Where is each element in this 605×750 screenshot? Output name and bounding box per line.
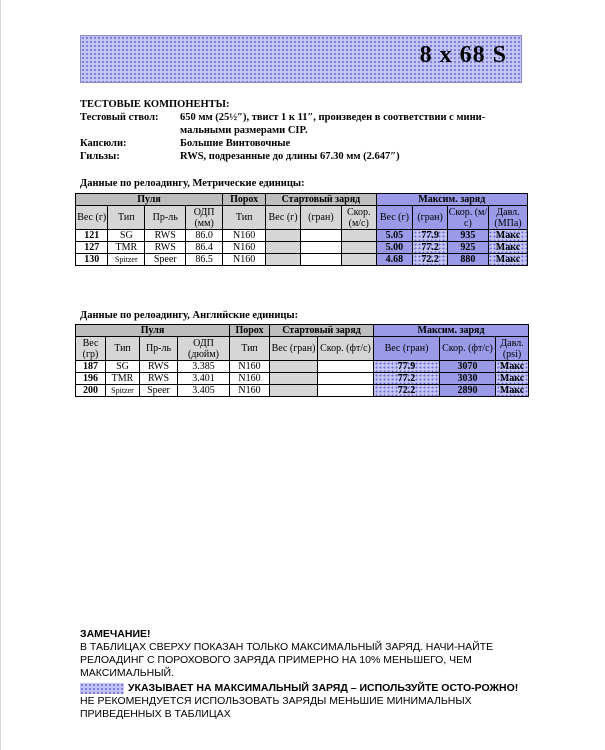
col-header: Давл. (psi) bbox=[496, 337, 529, 361]
max-load-swatch bbox=[80, 683, 124, 694]
cell-maker: RWS bbox=[145, 230, 186, 242]
col-header: Вес (гран) bbox=[374, 337, 440, 361]
group-header-start: Стартовый заряд bbox=[270, 325, 374, 337]
note-legend: УКАЗЫВАЕТ НА МАКСИМАЛЬНЫЙ ЗАРЯД – ИСПОЛЬЗУЙТЕ ОСТО-РОЖНО! bbox=[128, 682, 519, 694]
component-row-primers bbox=[80, 137, 530, 150]
cell-maker: RWS bbox=[140, 373, 178, 385]
col-header: Давл. (МПа) bbox=[488, 206, 527, 230]
cell-max-g: 5.05 bbox=[376, 230, 413, 242]
cell-start-gr bbox=[300, 230, 341, 242]
table-row bbox=[76, 254, 528, 266]
cell-weight: 130 bbox=[76, 254, 108, 266]
group-header-powder: Порох bbox=[223, 194, 266, 206]
group-header-start: Стартовый заряд bbox=[266, 194, 376, 206]
components-heading: ТЕСТОВЫЕ КОМПОНЕНТЫ: bbox=[80, 99, 230, 110]
cell-maker: Speer bbox=[140, 385, 178, 397]
table-row bbox=[76, 230, 528, 242]
test-components bbox=[80, 98, 530, 163]
cell-max-v: 2890 bbox=[440, 385, 496, 397]
cell-start-v bbox=[341, 242, 376, 254]
cell-type: SG bbox=[108, 230, 145, 242]
cell-start-gr bbox=[300, 254, 341, 266]
component-row-barrel bbox=[80, 111, 530, 137]
cell-max-g: 4.68 bbox=[376, 254, 413, 266]
group-header-bullet: Пуля bbox=[76, 194, 223, 206]
cell-type: Spitzer bbox=[106, 385, 140, 397]
cell-oal: 86.5 bbox=[186, 254, 223, 266]
cell-start-gr bbox=[300, 242, 341, 254]
cell-max-g: 5.00 bbox=[376, 242, 413, 254]
cell-start-v bbox=[341, 230, 376, 242]
cell-type: TMR bbox=[106, 373, 140, 385]
col-header: Вес (гран) bbox=[270, 337, 318, 361]
cell-max-v: 925 bbox=[447, 242, 488, 254]
group-header-max: Максим. заряд bbox=[376, 194, 527, 206]
cell-weight: 121 bbox=[76, 230, 108, 242]
col-header: Скор. (фт/с) bbox=[318, 337, 374, 361]
cartridge-title: 8 x 68 S bbox=[419, 42, 507, 68]
col-header: Вес (гр) bbox=[76, 337, 106, 361]
cell-type: Spitzer bbox=[108, 254, 145, 266]
col-header: ОДП (дюйм) bbox=[178, 337, 230, 361]
col-header: (гран) bbox=[413, 206, 448, 230]
table-row bbox=[76, 385, 529, 397]
cell-max-gr: 72.2 bbox=[413, 254, 448, 266]
col-header: (гран) bbox=[300, 206, 341, 230]
cell-max-gr: 77.9 bbox=[374, 361, 440, 373]
cell-type: TMR bbox=[108, 242, 145, 254]
table-row bbox=[76, 242, 528, 254]
cell-weight: 200 bbox=[76, 385, 106, 397]
cell-max-gr: 77.2 bbox=[413, 242, 448, 254]
col-header: Пр-ль bbox=[145, 206, 186, 230]
cell-powder: N160 bbox=[223, 242, 266, 254]
col-header: Вес (г) bbox=[376, 206, 413, 230]
cell-type: SG bbox=[106, 361, 140, 373]
component-value: 650 мм (25½″), твист 1 к 11″, произведен в соответствии с мини-мальными размерами CIP. bbox=[180, 112, 486, 136]
col-header: Тип bbox=[230, 337, 270, 361]
component-row-cases bbox=[80, 150, 530, 163]
cell-max-gr: 77.9 bbox=[413, 230, 448, 242]
warning-note bbox=[80, 628, 525, 721]
cell-weight: 187 bbox=[76, 361, 106, 373]
cell-maker: RWS bbox=[145, 242, 186, 254]
cell-max-v: 3030 bbox=[440, 373, 496, 385]
cell-maker: Speer bbox=[145, 254, 186, 266]
cell-start-g bbox=[266, 254, 301, 266]
cell-max-v: 935 bbox=[447, 230, 488, 242]
cell-powder: N160 bbox=[230, 385, 270, 397]
cell-max-v: 880 bbox=[447, 254, 488, 266]
cell-start-v bbox=[318, 385, 374, 397]
cell-powder: N160 bbox=[230, 373, 270, 385]
col-header: Тип bbox=[223, 206, 266, 230]
col-header: Скор. (фт/с) bbox=[440, 337, 496, 361]
metric-caption: Данные по релоадингу, Метрические единицы: bbox=[80, 178, 305, 189]
metric-table bbox=[75, 193, 528, 266]
cell-weight: 127 bbox=[76, 242, 108, 254]
col-header: Тип bbox=[106, 337, 140, 361]
cell-pressure: Макс bbox=[488, 230, 527, 242]
group-header-powder: Порох bbox=[230, 325, 270, 337]
group-header-bullet: Пуля bbox=[76, 325, 230, 337]
cell-oal: 3.385 bbox=[178, 361, 230, 373]
cell-max-v: 3070 bbox=[440, 361, 496, 373]
component-label: Тестовый ствол: bbox=[80, 112, 159, 123]
col-header: Пр-ль bbox=[140, 337, 178, 361]
cell-start-gr bbox=[270, 361, 318, 373]
cell-oal: 86.0 bbox=[186, 230, 223, 242]
imperial-caption: Данные по релоадингу, Английские единицы: bbox=[80, 310, 299, 321]
col-header: ОДП (мм) bbox=[186, 206, 223, 230]
cell-powder: N160 bbox=[223, 230, 266, 242]
component-label: Гильзы: bbox=[80, 151, 120, 162]
table-row bbox=[76, 361, 529, 373]
cell-start-g bbox=[266, 242, 301, 254]
component-label: Капсюли: bbox=[80, 138, 127, 149]
table-row bbox=[76, 373, 529, 385]
header-banner bbox=[80, 35, 522, 83]
component-value: Большие Винтовочные bbox=[180, 138, 291, 149]
cell-powder: N160 bbox=[223, 254, 266, 266]
col-header: Скор. (м/с) bbox=[341, 206, 376, 230]
cell-pressure: Макс bbox=[488, 242, 527, 254]
col-header: Вес (г) bbox=[76, 206, 108, 230]
group-header-max: Максим. заряд bbox=[374, 325, 529, 337]
col-header: Вес (г) bbox=[266, 206, 301, 230]
cell-powder: N160 bbox=[230, 361, 270, 373]
component-value: RWS, подрезанные до длины 67.30 мм (2.647″) bbox=[180, 151, 400, 162]
cell-start-v bbox=[318, 361, 374, 373]
note-title: ЗАМЕЧАНИЕ! bbox=[80, 628, 151, 640]
cell-max-gr: 72.2 bbox=[374, 385, 440, 397]
col-header: Тип bbox=[108, 206, 145, 230]
cell-start-v bbox=[341, 254, 376, 266]
cell-start-gr bbox=[270, 385, 318, 397]
cell-max-gr: 77.2 bbox=[374, 373, 440, 385]
cell-start-gr bbox=[270, 373, 318, 385]
cell-pressure: Макс bbox=[496, 385, 529, 397]
cell-start-v bbox=[318, 373, 374, 385]
imperial-table bbox=[75, 324, 529, 397]
cell-pressure: Макс bbox=[496, 373, 529, 385]
cell-oal: 86.4 bbox=[186, 242, 223, 254]
cell-start-g bbox=[266, 230, 301, 242]
note-text: В ТАБЛИЦАХ СВЕРХУ ПОКАЗАН ТОЛЬКО МАКСИМАЛЬНЫЙ ЗАРЯД. НАЧИ-НАЙТЕ РЕЛОАДИНГ С ПОРОХОВОГО ЗАРЯДА ПРИМЕРНО НА 10% МЕНЬШЕГО, ЧЕМ МАКСИМАЛЬНЫЙ. bbox=[80, 641, 494, 679]
col-header: Скор. (м/с) bbox=[448, 206, 488, 229]
note-text-2: НЕ РЕКОМЕНДУЕТСЯ ИСПОЛЬЗОВАТЬ ЗАРЯДЫ МЕНЬШИЕ МИНИМАЛЬНЫХ ПРИВЕДЕННЫХ В ТАБЛИЦАХ bbox=[80, 695, 472, 720]
cell-oal: 3.401 bbox=[178, 373, 230, 385]
cell-maker: RWS bbox=[140, 361, 178, 373]
cell-weight: 196 bbox=[76, 373, 106, 385]
cell-oal: 3.405 bbox=[178, 385, 230, 397]
cell-pressure: Макс bbox=[488, 254, 527, 266]
cell-pressure: Макс bbox=[496, 361, 529, 373]
